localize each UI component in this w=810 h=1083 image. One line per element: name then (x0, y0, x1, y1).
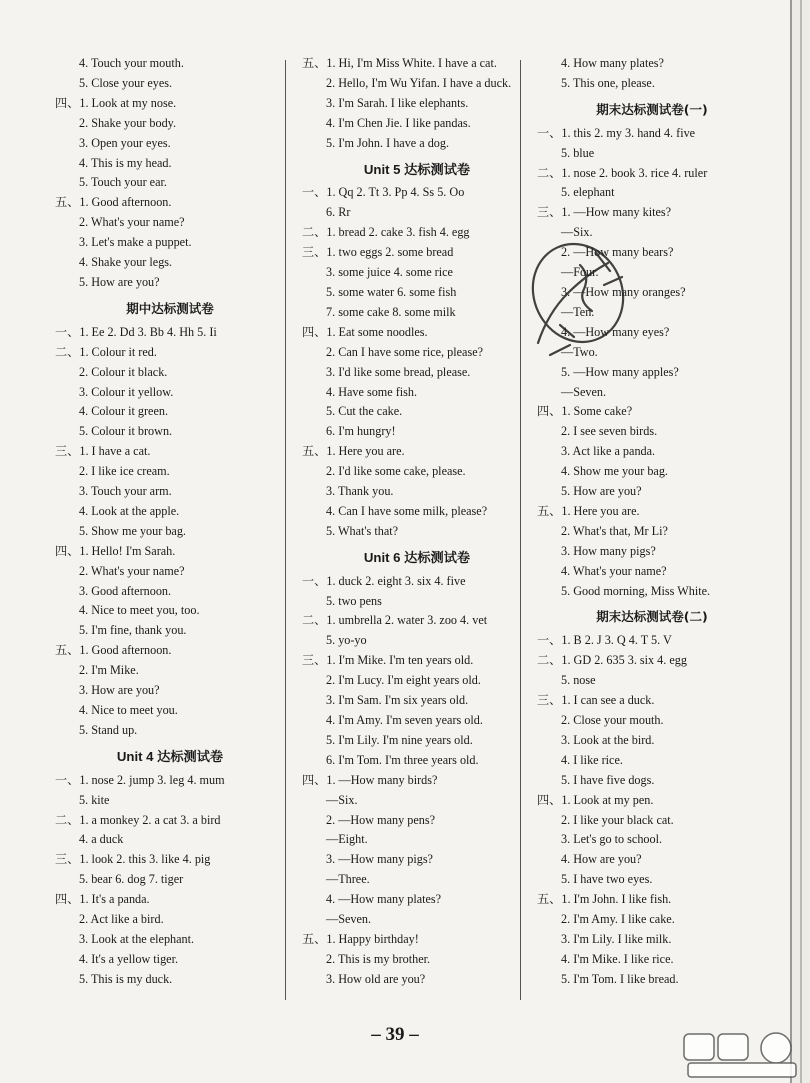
answer-line: 4. Nice to meet you. (79, 703, 178, 717)
answer-line: 3. Look at the bird. (561, 732, 655, 747)
answer-line: 五、1. Here you are. (537, 503, 640, 518)
answer-line: 2. What's that, Mr Li? (561, 523, 668, 538)
answer-line: 4. —How many plates? (326, 892, 442, 907)
answer-line: 二、1. nose 2. book 3. rice 4. ruler (537, 165, 708, 180)
answer-line: 一、1. duck 2. eight 3. six 4. five (302, 573, 466, 588)
answer-line: 4. I like rice. (561, 752, 623, 767)
answer-line: 3. Good afternoon. (79, 583, 172, 598)
section-heading: Unit 6 达标测试卷 (363, 549, 471, 565)
answer-line: 3. Touch your arm. (79, 484, 172, 499)
section-heading: Unit 5 达标测试卷 (363, 161, 471, 177)
answer-line: 5. I'm Tom. I like bread. (561, 971, 679, 986)
answer-line: 3. I'm Lily. I like milk. (561, 931, 672, 946)
answer-line: 3. some juice 4. some rice (326, 265, 453, 280)
page-edge (800, 0, 802, 1083)
answer-line: 五、1. Hi, I'm Miss White. I have a cat. (302, 56, 497, 70)
answer-line: 2. I see seven birds. (561, 424, 658, 439)
answer-column-2 (302, 54, 532, 990)
answer-line: 2. I'm Amy. I like cake. (561, 912, 675, 927)
answer-line: 三、1. two eggs 2. some bread (302, 245, 454, 260)
answer-line: 3. Thank you. (326, 484, 394, 499)
answer-line: 2. Close your mouth. (561, 713, 664, 727)
answer-line: 5. How are you? (79, 274, 160, 289)
answer-line: 二、1. bread 2. cake 3. fish 4. egg (302, 225, 470, 240)
answer-line: 五、1. Happy birthday! (302, 931, 419, 946)
answer-line: 5. kite (79, 792, 110, 807)
answer-line: 2. —How many pens? (326, 812, 435, 827)
answer-line: —Six. (326, 792, 358, 807)
answer-line: 4. Have some fish. (326, 384, 418, 399)
section-heading: 期末达标测试卷(一) (596, 101, 708, 117)
answer-line: 5. nose (561, 673, 596, 688)
answer-line: —Eight. (326, 832, 368, 847)
answer-line: 2. I'm Mike. (79, 663, 139, 678)
answer-line: 5. This is my duck. (79, 971, 173, 986)
answer-line: 7. some cake 8. some milk (326, 304, 456, 319)
answer-line: 3. —How many pigs? (326, 852, 433, 867)
answer-line: 5. I'm fine, thank you. (79, 623, 187, 638)
answer-line: 5. This one, please. (561, 75, 655, 90)
answer-line: 4. What's your name? (561, 563, 667, 578)
answer-line: 2. I like your black cat. (561, 812, 674, 827)
answer-line: 5. I have five dogs. (561, 772, 655, 787)
answer-line: 三、1. I'm Mike. I'm ten years old. (302, 653, 474, 668)
page-number: – 39 – (371, 1024, 419, 1045)
answer-line: 5. elephant (561, 185, 615, 200)
answer-line: 2. I'm Lucy. I'm eight years old. (326, 673, 481, 688)
answer-line: 3. Act like a panda. (561, 444, 656, 459)
answer-line: 5. Touch your ear. (79, 175, 167, 190)
answer-line: 4. Can I have some milk, please? (326, 503, 488, 518)
answer-line: 5. —How many apples? (561, 364, 679, 379)
answer-line: 4. Look at the apple. (79, 503, 180, 518)
answer-line: 4. How are you? (561, 852, 642, 867)
answer-line: 三、1. I have a cat. (55, 444, 151, 459)
answer-line: 三、1. —How many kites? (537, 205, 672, 220)
answer-line: 5. yo-yo (326, 633, 367, 648)
answer-line: 5. some water 6. some fish (326, 284, 457, 299)
answer-line: 4. I'm Mike. I like rice. (561, 951, 674, 966)
answer-line: 5. What's that? (326, 523, 399, 538)
answer-line: 2. Colour it black. (79, 364, 168, 379)
answer-line: —Three. (326, 872, 370, 887)
answer-line: 4. Touch your mouth. (79, 56, 184, 70)
answer-line: 一、1. Qq 2. Tt 3. Pp 4. Ss 5. Oo (302, 185, 465, 200)
answer-column-3 (537, 54, 767, 990)
answer-line: 一、1. Ee 2. Dd 3. Bb 4. Hh 5. Ii (55, 324, 217, 339)
answer-line: 三、1. look 2. this 3. like 4. pig (55, 852, 211, 867)
answer-line: 一、1. nose 2. jump 3. leg 4. mum (55, 772, 225, 787)
answer-line: 5. Colour it brown. (79, 424, 173, 439)
answer-line: 一、1. B 2. J 3. Q 4. T 5. V (537, 633, 672, 648)
answer-line: 2. Shake your body. (79, 115, 177, 130)
section-heading: 期末达标测试卷(二) (596, 609, 708, 625)
answer-line: —Six. (561, 225, 593, 240)
answer-line: 3. —How many oranges? (561, 284, 686, 299)
answer-line: 3. Look at the elephant. (79, 931, 195, 946)
answer-line: 4. a duck (79, 832, 124, 847)
answer-line: 5. Cut the cake. (326, 404, 403, 419)
answer-line: 3. I'd like some bread, please. (326, 364, 471, 379)
answer-line: —Ten. (561, 304, 595, 319)
answer-line: 一、1. this 2. my 3. hand 4. five (537, 125, 696, 140)
answer-line: 四、1. Look at my nose. (55, 95, 177, 110)
answer-line: 6. I'm hungry! (326, 424, 396, 439)
column-divider (285, 60, 286, 1000)
answer-line: 五、1. Good afternoon. (55, 643, 172, 658)
answer-line: 5. Show me your bag. (79, 523, 186, 538)
answer-line: 5. blue (561, 145, 595, 160)
answer-line: 3. How many pigs? (561, 543, 656, 558)
page-edge (790, 0, 792, 1083)
answer-line: 四、1. Hello! I'm Sarah. (55, 543, 176, 558)
answer-line: 4. Shake your legs. (79, 255, 173, 270)
answer-line: 5. two pens (326, 593, 382, 608)
answer-line: —Four. (561, 265, 599, 280)
answer-line: 5. Good morning, Miss White. (561, 583, 711, 598)
answer-line: 四、1. It's a panda. (55, 892, 150, 907)
answer-line: 2. This is my brother. (326, 951, 431, 966)
answer-line: 2. Act like a bird. (79, 912, 164, 927)
answer-line: 4. I'm Chen Jie. I like pandas. (326, 115, 471, 130)
answer-line: 2. What's your name? (79, 563, 185, 578)
section-heading: 期中达标测试卷 (126, 300, 214, 316)
answer-line: 2. I like ice cream. (79, 464, 170, 479)
answer-line: 二、1. umbrella 2. water 3. zoo 4. vet (302, 613, 488, 628)
answer-line: 4. —How many eyes? (561, 324, 670, 339)
answer-line: 2. —How many bears? (561, 245, 674, 260)
answer-line: 五、1. Good afternoon. (55, 195, 172, 210)
answer-line: 四、1. Eat some noodles. (302, 324, 428, 339)
answer-line: 3. How old are you? (326, 971, 426, 986)
answer-line: 5. I have two eyes. (561, 872, 653, 887)
answer-line: 3. Colour it yellow. (79, 384, 174, 399)
answer-line: 3. Let's make a puppet. (79, 235, 192, 250)
answer-line: 二、1. Colour it red. (55, 344, 157, 359)
answer-line: 4. Colour it green. (79, 404, 169, 419)
answer-line: —Two. (561, 344, 598, 359)
answer-line: 五、1. Here you are. (302, 444, 405, 459)
answer-line: 五、1. I'm John. I like fish. (537, 892, 672, 907)
answer-line: 5. bear 6. dog 7. tiger (79, 872, 184, 887)
answer-line: 2. Can I have some rice, please? (326, 344, 484, 359)
answer-line: 3. I'm Sarah. I like elephants. (326, 95, 469, 110)
answer-line: 四、1. —How many birds? (302, 772, 438, 787)
answer-line: 三、1. I can see a duck. (537, 693, 655, 708)
answer-line: 3. Open your eyes. (79, 135, 171, 150)
answer-line: 4. Nice to meet you, too. (79, 603, 200, 618)
answer-line: 5. Close your eyes. (79, 75, 173, 90)
answer-line: 5. How are you? (561, 484, 642, 499)
section-heading: Unit 4 达标测试卷 (116, 748, 224, 764)
answer-line: 4. I'm Amy. I'm seven years old. (326, 713, 483, 727)
answer-line: —Seven. (326, 912, 372, 927)
answer-line: —Seven. (561, 384, 607, 399)
answer-line: 2. I'd like some cake, please. (326, 464, 466, 479)
answer-line: 5. I'm Lily. I'm nine years old. (326, 732, 473, 747)
answer-line: 4. Show me your bag. (561, 464, 668, 479)
answer-line: 2. What's your name? (79, 215, 185, 230)
answer-line: 6. I'm Tom. I'm three years old. (326, 752, 479, 767)
answer-line: 二、1. GD 2. 635 3. six 4. egg (537, 653, 687, 668)
answer-line: 4. How many plates? (561, 56, 664, 70)
answer-line: 二、1. a monkey 2. a cat 3. a bird (55, 812, 221, 827)
answer-line: 6. Rr (326, 205, 351, 220)
answer-line: 5. Stand up. (79, 722, 138, 737)
answer-line: 四、1. Look at my pen. (537, 792, 654, 807)
answer-line: 2. Hello, I'm Wu Yifan. I have a duck. (326, 75, 512, 90)
answer-line: 3. I'm Sam. I'm six years old. (326, 693, 469, 708)
answer-column-1 (55, 54, 285, 990)
answer-line: 4. It's a yellow tiger. (79, 951, 178, 966)
answer-line: 3. Let's go to school. (561, 832, 663, 847)
answer-line: 5. I'm John. I have a dog. (326, 135, 450, 150)
answer-line: 4. This is my head. (79, 155, 172, 170)
answer-line: 3. How are you? (79, 683, 160, 698)
answer-line: 四、1. Some cake? (537, 404, 633, 419)
